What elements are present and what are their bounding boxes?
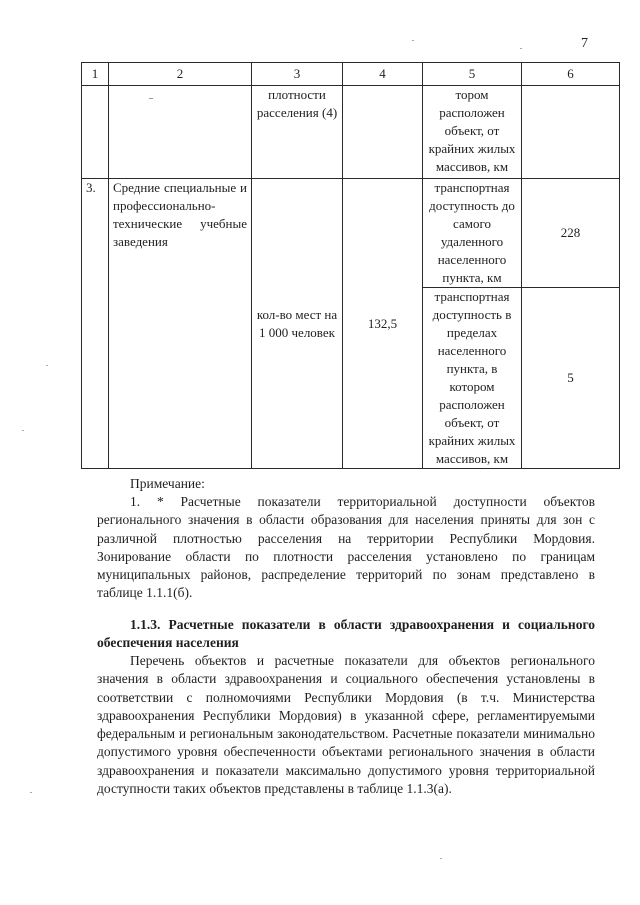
table-cell: [522, 86, 620, 179]
note-title: Примечание:: [130, 476, 205, 491]
row-number-cell: 3.: [82, 179, 109, 469]
section-paragraph: Перечень объектов и расчетные показатели для объектов регионального значения в области здравоохранения и социального обеспечения установлены в соответствии с полномочиями Республики Мордовия (в т.ч. Министерства здравоохранения Республики Мордовия) в указанной сфере, регламентируемыми федеральным и региональным законодательством. Расчетные показатели минимально допустимого уровня обеспеченности объектами регионального значения в области здравоохранения и показатели максимально допустимого уровня территориальной доступности таких объектов представлены в таблице 1.1.3(а).: [97, 653, 595, 797]
section-heading: 1.1.3. Расчетные показатели в области здравоохранения и социального обеспечения населения: [97, 617, 595, 651]
sub-indicator-value-2: 5: [522, 288, 620, 469]
continued-indicator-cell: плотности расселения (4): [252, 86, 343, 179]
table-row: [82, 179, 620, 288]
column-header: 5: [423, 63, 522, 86]
column-header: 2: [109, 63, 252, 86]
scan-speck: [412, 40, 414, 41]
value-cell: 132,5: [343, 179, 423, 469]
table-cell: [343, 86, 423, 179]
page-number: 7: [581, 36, 588, 51]
column-header: 1: [82, 63, 109, 86]
institution-name-cell: Средние специальные и профессионально-технические учебные заведения: [109, 179, 252, 469]
table-row-continuation: [82, 86, 620, 179]
scan-speck: [440, 858, 442, 859]
indicators-table: [81, 62, 620, 469]
column-header: 4: [343, 63, 423, 86]
pen-mark: [149, 98, 153, 99]
scan-speck: [46, 365, 48, 366]
note-paragraph: 1. * Расчетные показатели территориальной доступности объектов регионального значения в области образования для населения приняты для зон с различной плотностью расселения на территории Республики Мордовия. Зонирование области по плотности расселения установлено по границам муниципальных районов, распределение территорий по зонам представлено в таблице 1.1.1(б).: [97, 494, 595, 601]
indicator-cell: кол-во мест на 1 000 человек: [252, 179, 343, 469]
scan-speck: [22, 430, 24, 431]
continued-distance-cell: тором расположен объект, от крайних жилых массивов, км: [423, 86, 522, 179]
scan-speck: [30, 792, 32, 793]
sub-indicator-value-1: 228: [522, 179, 620, 288]
scan-speck: [520, 48, 522, 49]
column-header: 6: [522, 63, 620, 86]
column-header: 3: [252, 63, 343, 86]
sub-indicator-label-1: транспортная доступность до самого удаленного населенного пункта, км: [423, 179, 522, 288]
table-cell: [82, 86, 109, 179]
sub-indicator-label-2: транспортная доступность в пределах населенного пункта, в котором расположен объект, от крайних жилых массивов, км: [423, 288, 522, 469]
table-header-row: [82, 63, 620, 86]
table-cell: [109, 86, 252, 179]
